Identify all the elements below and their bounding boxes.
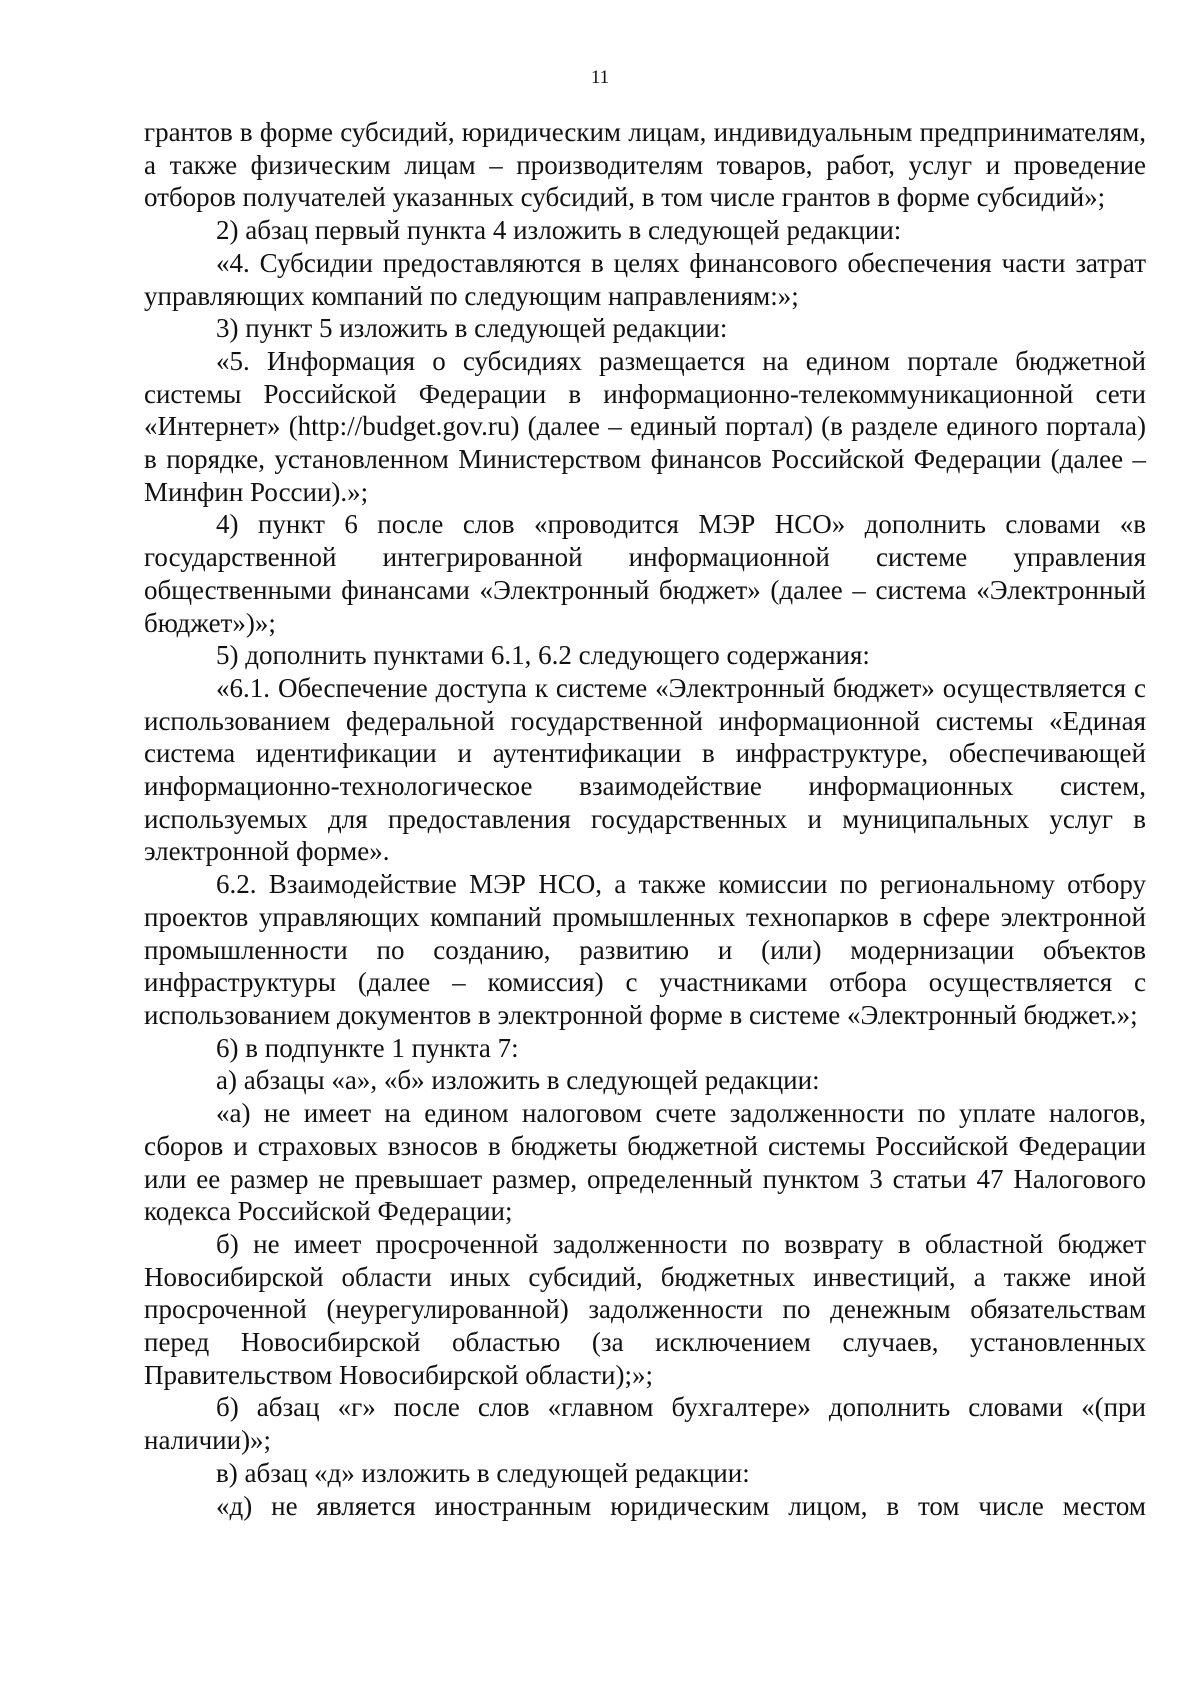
paragraph-item-3: 3) пункт 5 изложить в следующей редакции:: [216, 313, 728, 344]
paragraph-quote-a: «а) не имеет на едином налоговом счете задолженности по уплате налогов, сборов и страховых взносов в бюджеты бюджетной системы Российской Федерации или ее размер не превышает размер, определенный пунктом 3 статьи 47 Налогового кодекса Российской Федерации;: [144, 1098, 1146, 1227]
paragraph-continuation: грантов в форме субсидий, юридическим лицам, индивидуальным предпринимателям, а также физическим лицам – производителям товаров, работ, услуг и проведение отборов получателей указанных субсидий, в том числе грантов в форме субсидий»;: [144, 117, 1146, 213]
paragraph-quote-5: «5. Информация о субсидиях размещается на едином портале бюджетной системы Российской Федерации в информационно-телекоммуникационной сети «Интернет» (http://budget.gov.ru) (далее – единый портал) (в разделе единого портала) в порядке, установленном Министерством финансов Российской Федерации (далее – Минфин России).»;: [144, 345, 1146, 507]
paragraph-quote-d: «д) не является иностранным юридическим лицом, в том числе местом: [216, 1490, 1146, 1521]
paragraph-item-2: 2) абзац первый пункта 4 изложить в следующей редакции:: [216, 215, 902, 246]
paragraph-quote-6-1: «6.1. Обеспечение доступа к системе «Электронный бюджет» осуществляется с использованием федеральной государственной информационной системы «Единая система идентификации и аутентификации в инфраструктуре, обеспечивающей информационно-технологическое взаимодействие информационных систем, используемых для предоставления государственных и муниципальных услуг в электронной форме».: [144, 672, 1146, 867]
paragraph-quote-6-2: 6.2. Взаимодействие МЭР НСО, а также комиссии по региональному отбору проектов управляющих компаний промышленных технопарков в сфере электронной промышленности по созданию, развитию и (или) модернизации объектов инфраструктуры (далее – комиссия) с участниками отбора осуществляется с использованием документов в электронной форме в системе «Электронный бюджет.»;: [144, 869, 1146, 1030]
paragraph-subitem-v: в) абзац «д» изложить в следующей редакции:: [216, 1457, 750, 1488]
paragraph-item-5: 5) дополнить пунктами 6.1, 6.2 следующего содержания:: [216, 640, 870, 671]
document-body: [144, 116, 1146, 1522]
paragraph-quote-b: б) не имеет просроченной задолженности по возврату в областной бюджет Новосибирской области иных субсидий, бюджетных инвестиций, а также иной просроченной (неурегулированной) задолженности по денежным обязательствам перед Новосибирской областью (за исключением случаев, установленных Правительством Новосибирской области);»;: [144, 1228, 1146, 1390]
paragraph-subitem-b: б) абзац «г» после слов «главном бухгалтере» дополнить словами «(при наличии)»;: [144, 1392, 1146, 1456]
paragraph-item-6: 6) в подпункте 1 пункта 7:: [216, 1032, 519, 1063]
page-number: 11: [590, 67, 610, 88]
paragraph-subitem-a: а) абзацы «а», «б» изложить в следующей редакции:: [216, 1065, 820, 1096]
paragraph-item-4: 4) пункт 6 после слов «проводится МЭР НСО» дополнить словами «в государственной интегрированной информационной системе управления общественными финансами «Электронный бюджет» (далее – система «Электронный бюджет»)»;: [144, 509, 1146, 638]
paragraph-quote-4: «4. Субсидии предоставляются в целях финансового обеспечения части затрат управляющих компаний по следующим направлениям:»;: [144, 247, 1146, 311]
